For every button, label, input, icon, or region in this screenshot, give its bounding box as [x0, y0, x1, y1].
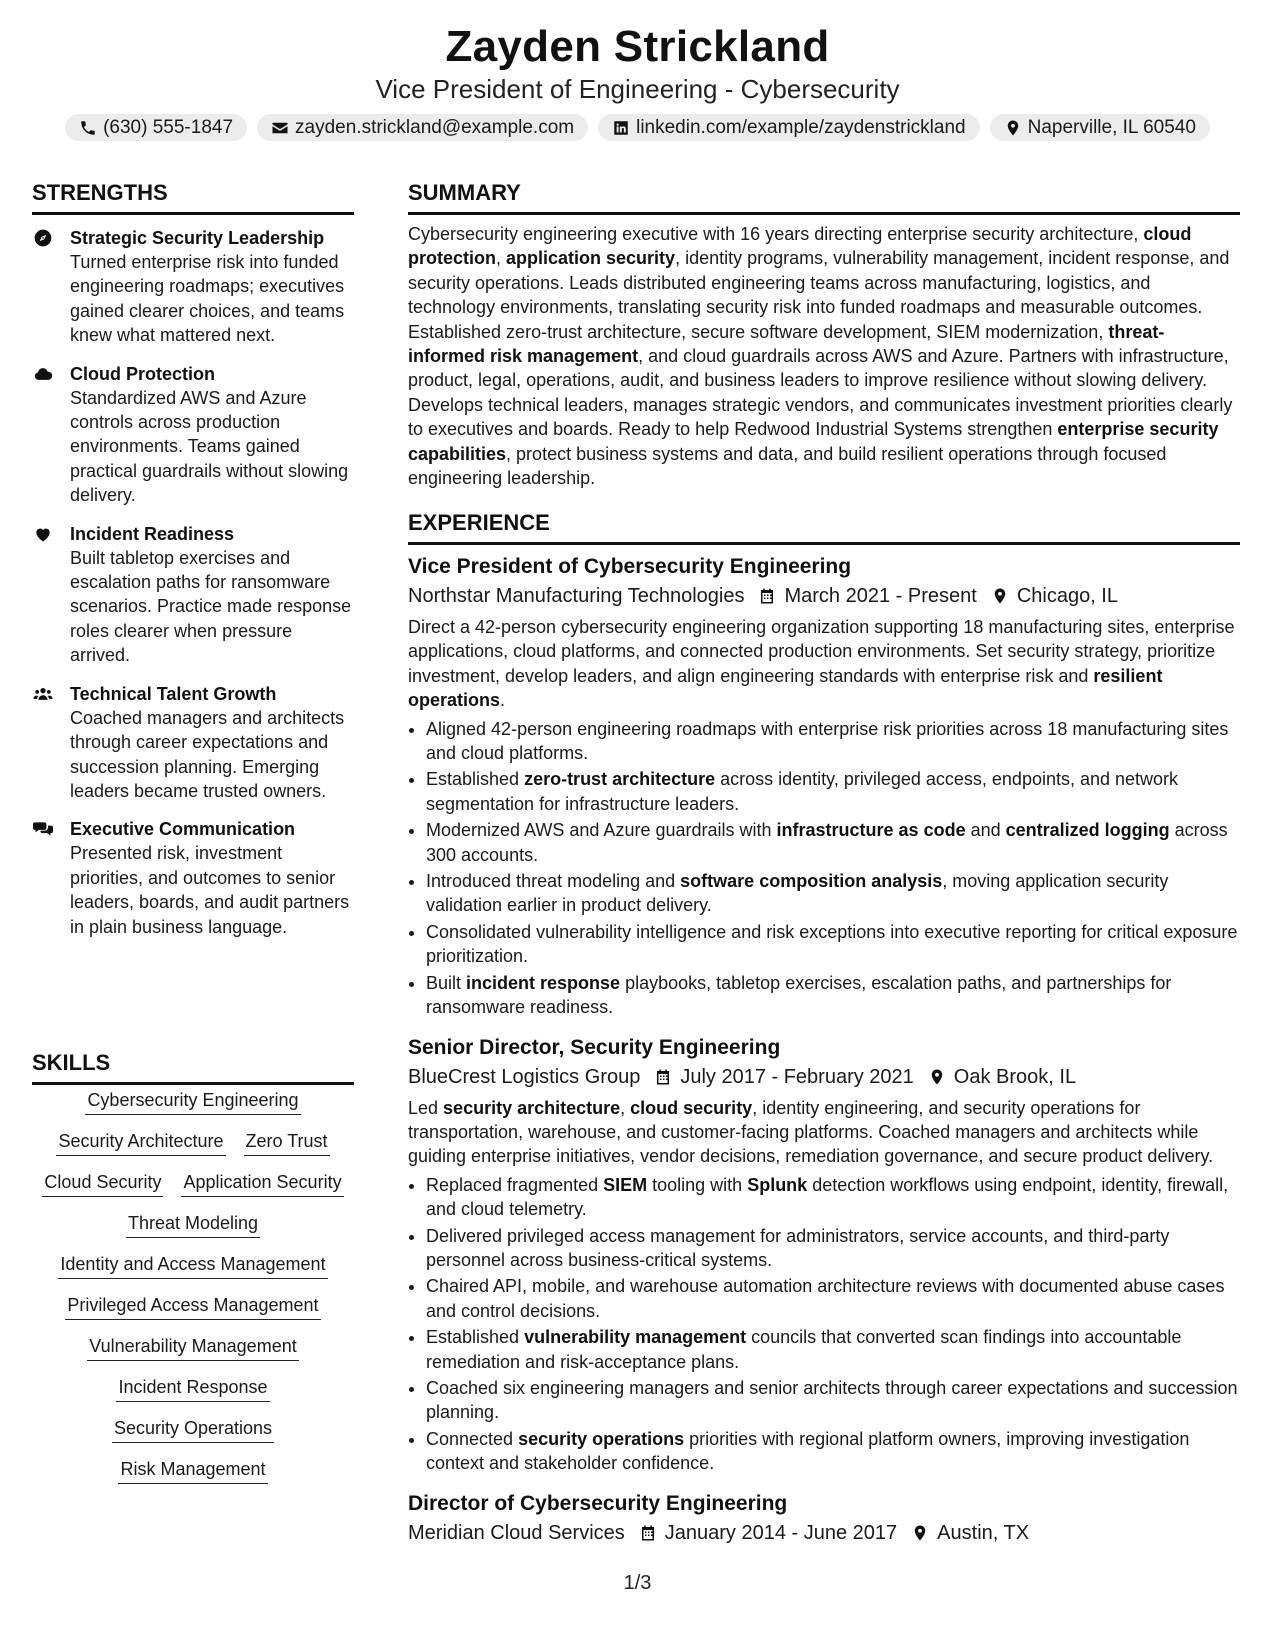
skill-tag: Security Architecture — [56, 1127, 225, 1156]
text-segment: priorities with regional platform owners, improving investigation context and stakeholder confidence. — [426, 1428, 1190, 1474]
emphasis-text: Splunk — [747, 1174, 808, 1195]
location-text: Naperville, IL 60540 — [1027, 116, 1196, 138]
email-text: zayden.strickland@example.com — [295, 116, 575, 138]
text-segment: Modernized AWS and Azure guardrails with — [426, 820, 777, 841]
skill-tag: Threat Modeling — [126, 1209, 260, 1238]
skill-tag: Cloud Security — [42, 1168, 163, 1197]
summary-heading: SUMMARY — [408, 180, 1240, 215]
skill-tag: Cybersecurity Engineering — [85, 1086, 300, 1115]
contact-bar — [0, 114, 1275, 141]
job-meta — [408, 1062, 1240, 1092]
text-segment: across identity, privileged access, endpoints, and network segmentation for infrastructure leaders. — [426, 769, 1179, 814]
emphasis-text: infrastructure as code — [776, 820, 966, 841]
strength-item — [32, 682, 354, 804]
skill-tag: Vulnerability Management — [87, 1332, 298, 1361]
emphasis-text: incident response — [466, 972, 621, 993]
cloud-icon — [32, 364, 54, 384]
emphasis-text: cloud security — [630, 1097, 753, 1118]
text-segment: , protect business systems and data, and build resilient operations through focused engineering leadership. — [408, 443, 1167, 489]
dates-text: March 2021 - Present — [784, 585, 977, 607]
achievement-item — [426, 869, 1240, 918]
text-segment: Coached six engineering managers and senior architects through career expectations and succession planning. — [426, 1377, 1238, 1423]
skill-row — [32, 1209, 354, 1238]
achievement-item — [426, 818, 1240, 867]
job-dates — [758, 581, 976, 611]
envelope-icon — [271, 119, 289, 137]
skills-heading: SKILLS — [32, 1050, 354, 1085]
email-pill[interactable] — [257, 114, 588, 141]
job-title: Senior Director, Security Engineering — [408, 1035, 781, 1059]
job-dates — [654, 1062, 913, 1092]
text-segment: councils that converted scan findings into accountable remediation and risk-acceptance plans. — [426, 1327, 1182, 1372]
skill-row — [32, 1373, 354, 1402]
skills-list — [32, 1086, 354, 1496]
linkedin-text: linkedin.com/example/zaydenstrickland — [636, 116, 966, 138]
map-pin-icon — [1004, 119, 1022, 137]
text-segment: Built — [426, 972, 467, 993]
emphasis-text: zero-trust architecture — [524, 769, 716, 790]
job-intro — [408, 615, 1240, 713]
emphasis-text: resilient operations — [408, 665, 1163, 711]
strength-description: Coached managers and architects through career expectations and succession planning. Emerging leaders became trusted owners. — [70, 707, 345, 801]
strength-item — [32, 362, 354, 508]
strength-title: Executive Communication — [70, 819, 296, 840]
achievement-item — [426, 1376, 1240, 1425]
strengths-list — [32, 226, 354, 953]
strength-title: Strategic Security Leadership — [70, 228, 325, 248]
text-segment: and — [965, 820, 1006, 841]
job-title: Director of Cybersecurity Engineering — [408, 1491, 788, 1515]
skill-row — [32, 1414, 354, 1443]
text-segment: , identity engineering, and security operations for transportation, warehouse, and customer-facing platforms. Coached managers and architects while guiding enterprise initiatives, vendor decisions, remediation governance, and secure product delivery. — [408, 1097, 1214, 1167]
job-location — [991, 581, 1118, 611]
achievement-item — [426, 1427, 1240, 1476]
text-segment: Introduced threat modeling and — [426, 871, 681, 892]
comments-icon — [32, 819, 54, 839]
skill-tag: Identity and Access Management — [58, 1250, 327, 1279]
compass-icon — [32, 228, 54, 248]
strength-description: Built tabletop exercises and escalation paths for ransomware scenarios. Practice made response roles clearer when pressure arrived. — [70, 547, 352, 666]
phone-text: (630) 555-1847 — [103, 116, 234, 138]
job-entry — [408, 1034, 1240, 1476]
job-title: Vice President of Cybersecurity Engineering — [408, 555, 852, 578]
map-pin-icon — [928, 1067, 946, 1087]
map-pin-icon — [991, 586, 1009, 606]
candidate-name: Zayden Strickland — [445, 22, 830, 71]
emphasis-text: software composition analysis — [680, 871, 943, 892]
skill-row — [32, 1291, 354, 1320]
achievement-list — [408, 717, 1240, 1020]
skill-tag: Privileged Access Management — [65, 1291, 320, 1320]
dates-text: July 2017 - February 2021 — [680, 1065, 914, 1088]
strength-description: Turned enterprise risk into funded engineering roadmaps; executives gained clearer choices, and teams knew what mattered next. — [70, 252, 345, 346]
page-number: 1/3 — [623, 1572, 652, 1594]
text-segment: , moving application security validation earlier in product delivery. — [426, 871, 1169, 916]
strength-title: Cloud Protection — [70, 363, 215, 384]
job-meta — [408, 581, 1240, 611]
skill-tag: Incident Response — [116, 1373, 269, 1402]
location-text: Oak Brook, IL — [953, 1065, 1077, 1088]
strength-item — [32, 226, 354, 348]
job-dates — [639, 1518, 897, 1548]
strength-item — [32, 522, 354, 668]
experience-heading: EXPERIENCE — [408, 510, 1240, 545]
job-meta — [408, 1518, 1240, 1548]
heart-icon — [32, 524, 54, 544]
achievement-item — [426, 1274, 1240, 1323]
job-entry — [408, 553, 1240, 1020]
location-text: Chicago, IL — [1016, 585, 1118, 607]
job-entry — [408, 1490, 1240, 1548]
job-intro — [408, 1096, 1240, 1169]
text-segment: playbooks, tabletop exercises, escalation paths, and partnerships for ransomware readiness. — [426, 972, 1172, 1018]
calendar-icon — [654, 1067, 672, 1087]
achievement-item — [426, 1325, 1240, 1374]
emphasis-text: security architecture — [443, 1097, 621, 1118]
linkedin-pill[interactable] — [598, 114, 980, 141]
text-segment: , — [620, 1097, 631, 1118]
text-segment: , identity programs, vulnerability management, incident response, and security operations. Leads distributed engineering teams across manufacturing, logistics, and technology environments, translating security risk into funded roadmaps and measurable outcomes. Established zero-trust architecture, secure software development, SIEM modernization, — [408, 248, 1230, 342]
linkedin-icon — [612, 119, 630, 137]
achievement-item — [426, 717, 1240, 766]
text-segment: detection workflows using endpoint, identity, firewall, and cloud telemetry. — [426, 1174, 1229, 1220]
achievement-item — [426, 920, 1240, 969]
achievement-item — [426, 971, 1240, 1020]
text-segment: Replaced fragmented — [426, 1174, 604, 1195]
text-segment: across 300 accounts. — [426, 820, 1228, 865]
text-segment: , — [496, 248, 507, 269]
strength-item — [32, 817, 354, 939]
skill-tag: Risk Management — [118, 1455, 267, 1484]
text-segment: Established — [426, 769, 525, 790]
text-segment: Direct a 42-person cybersecurity engineering organization supporting 18 manufacturing sites, enterprise applications, cloud platforms, and connected production environments. Set security strategy, prioritize investment, develop leaders, and align engineering standards with enterprise risk and — [408, 617, 1235, 686]
text-segment: , and cloud guardrails across AWS and Azure. Partners with infrastructure, product, legal, operations, audit, and business leaders to improve resilience without slowing delivery. Develops technical leaders, manages strategic vendors, and communicates investment priorities clearly to executives and boards. Ready to help Redwood Industrial Systems strengthen — [408, 346, 1233, 440]
emphasis-text: SIEM — [603, 1174, 648, 1195]
company-name: Northstar Manufacturing Technologies — [408, 585, 745, 607]
map-pin-icon — [911, 1523, 929, 1543]
company-name: Meridian Cloud Services — [408, 1521, 625, 1544]
experience-list — [408, 553, 1240, 1562]
text-segment: tooling with — [647, 1174, 748, 1195]
company-name: BlueCrest Logistics Group — [408, 1065, 641, 1088]
skill-row — [32, 1250, 354, 1279]
text-segment: Delivered privileged access management for administrators, service accounts, and third-party personnel across business-critical systems. — [426, 1225, 1170, 1270]
strength-title: Technical Talent Growth — [70, 683, 277, 704]
calendar-icon — [639, 1523, 657, 1543]
emphasis-text: centralized logging — [1005, 820, 1170, 841]
text-segment: . — [500, 690, 506, 711]
summary-text — [408, 222, 1240, 490]
job-location — [928, 1062, 1076, 1092]
users-icon — [32, 684, 54, 704]
phone-pill[interactable] — [65, 114, 247, 141]
skill-row — [32, 1086, 354, 1115]
location-text: Austin, TX — [937, 1521, 1030, 1544]
emphasis-text: application security — [506, 248, 676, 269]
skill-tag: Zero Trust — [244, 1127, 330, 1156]
text-segment: Consolidated vulnerability intelligence and risk exceptions into executive reporting for critical exposure prioritization. — [426, 921, 1238, 967]
dates-text: January 2014 - June 2017 — [664, 1521, 898, 1544]
achievement-list — [408, 1173, 1240, 1476]
skill-tag: Application Security — [181, 1168, 343, 1197]
location-pill — [990, 114, 1210, 141]
calendar-icon — [758, 586, 776, 606]
text-segment: Aligned 42-person engineering roadmaps with enterprise risk priorities across 18 manufacturing sites and cloud platforms. — [426, 718, 1229, 764]
phone-icon — [79, 119, 97, 137]
achievement-item — [426, 1173, 1240, 1222]
candidate-title: Vice President of Engineering - Cybersecurity — [375, 74, 900, 104]
emphasis-text: vulnerability management — [524, 1327, 747, 1348]
emphasis-text: cloud protection — [408, 224, 1192, 269]
strengths-heading: STRENGTHS — [32, 180, 354, 215]
achievement-item — [426, 767, 1240, 816]
emphasis-text: security operations — [518, 1428, 685, 1449]
job-location — [911, 1518, 1029, 1548]
text-segment: Connected — [426, 1428, 519, 1449]
skill-row — [32, 1127, 354, 1156]
emphasis-text: threat-informed risk management — [408, 321, 1165, 367]
text-segment: Established — [426, 1327, 525, 1348]
text-segment: Led — [408, 1097, 444, 1118]
skill-row — [32, 1332, 354, 1361]
strength-description: Standardized AWS and Azure controls across production environments. Teams gained practical guardrails without slowing delivery. — [70, 387, 349, 506]
strength-title: Incident Readiness — [70, 523, 235, 544]
text-segment: Chaired API, mobile, and warehouse automation architecture reviews with documented abuse cases and control decisions. — [426, 1276, 1225, 1321]
skill-row — [32, 1455, 354, 1484]
strength-description: Presented risk, investment priorities, and outcomes to senior leaders, boards, and audit partners in plain business language. — [70, 843, 350, 937]
text-segment: Cybersecurity engineering executive with 16 years directing enterprise security architecture, — [408, 224, 1144, 244]
achievement-item — [426, 1224, 1240, 1273]
skill-tag: Security Operations — [112, 1414, 274, 1443]
emphasis-text: enterprise security capabilities — [408, 419, 1219, 464]
skill-row — [32, 1168, 354, 1197]
